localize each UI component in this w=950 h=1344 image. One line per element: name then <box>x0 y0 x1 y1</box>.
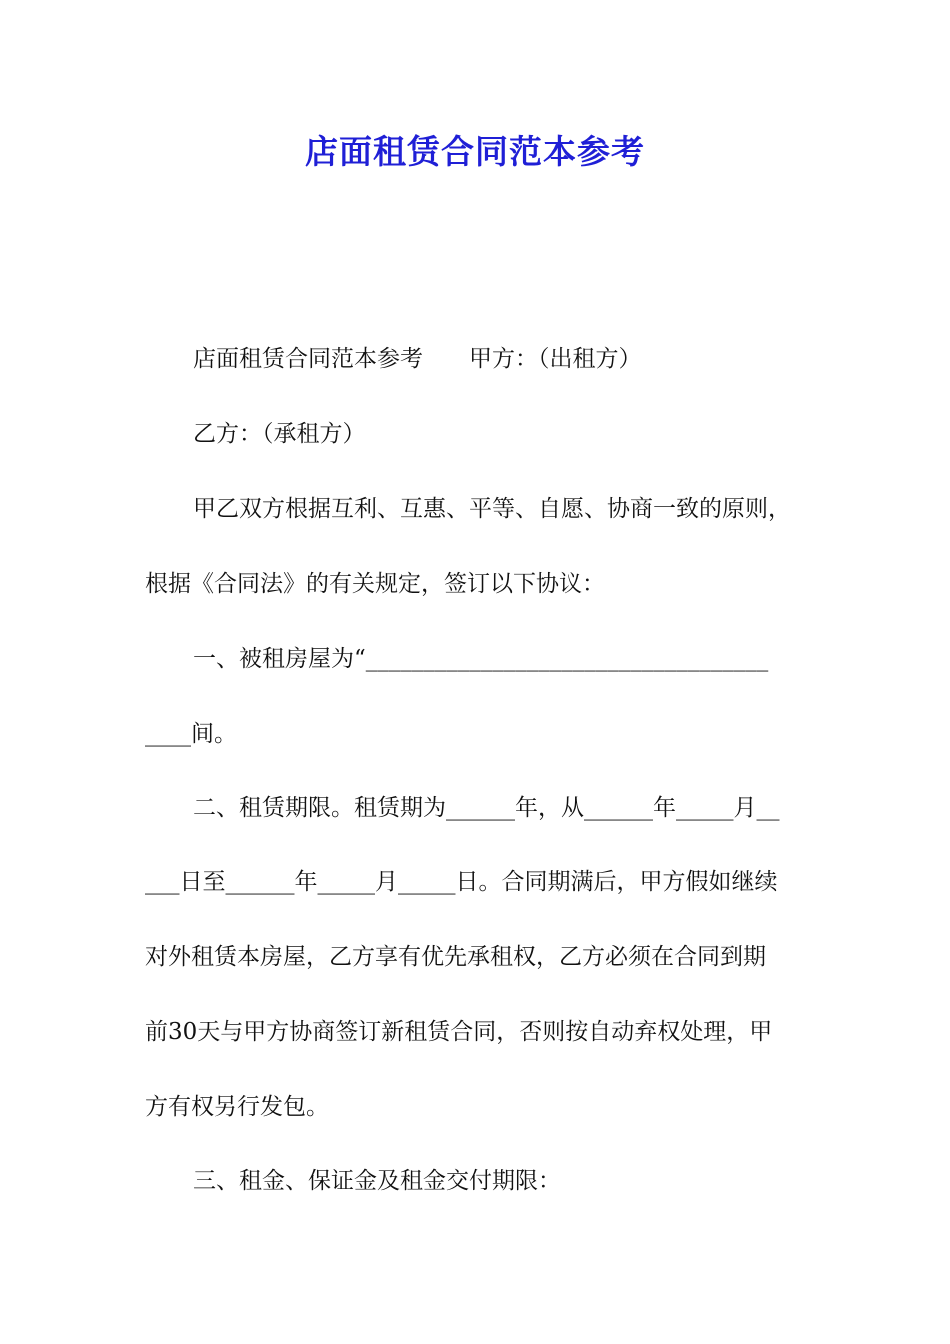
paragraph-line: 乙方：（承租方） <box>193 421 366 447</box>
paragraph-line: ____间。 <box>145 721 237 747</box>
paragraph-line: 甲乙双方根据互利、互惠、平等、自愿、协商一致的原则， <box>193 496 791 522</box>
paragraph-line: 三、租金、保证金及租金交付期限： <box>193 1168 561 1194</box>
paragraph-line: 对外租赁本房屋，乙方享有优先承租权，乙方必须在合同到期 <box>145 944 766 970</box>
paragraph-line: 前30天与甲方协商签订新租赁合同，否则按自动弃权处理，甲 <box>145 1019 773 1045</box>
paragraph-line: 店面租赁合同范本参考 甲方：（出租方） <box>193 346 642 372</box>
paragraph-line: 一、被租房屋为“___________________________________ <box>193 646 769 672</box>
paragraph-line: 方有权另行发包。 <box>145 1094 329 1120</box>
paragraph-line: ___日至______年_____月_____日。合同期满后，甲方假如继续 <box>145 869 778 895</box>
paragraph-line: 二、租赁期限。租赁期为______年，从______年_____月__ <box>193 795 780 821</box>
paragraph-line: 根据《合同法》的有关规定，签订以下协议： <box>145 571 605 597</box>
document-title: 店面租赁合同范本参考 <box>305 132 645 171</box>
